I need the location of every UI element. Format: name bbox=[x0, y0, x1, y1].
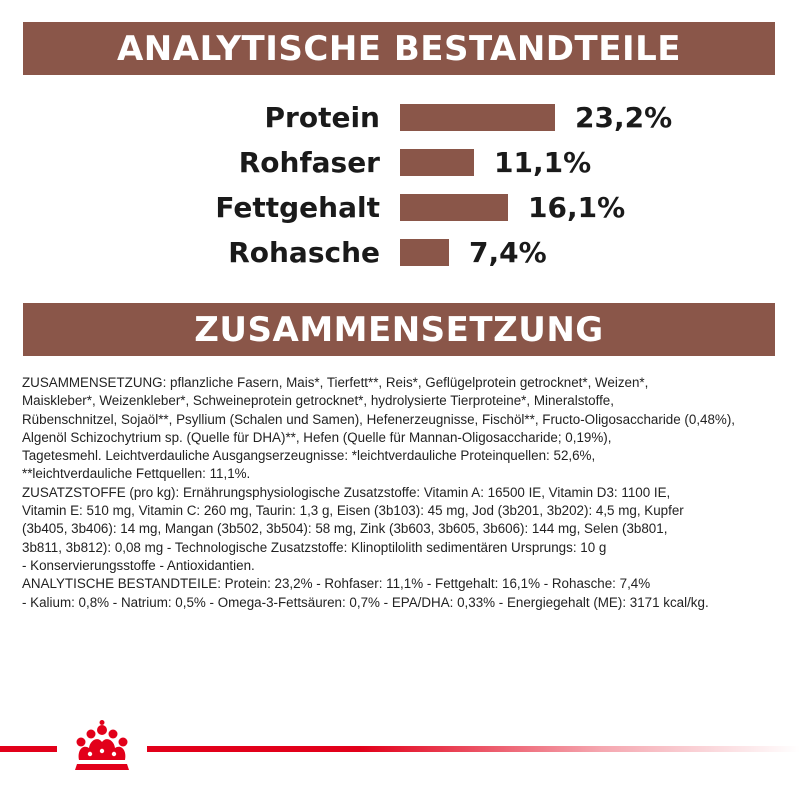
composition-line: ZUSAMMENSETZUNG: pflanzliche Fasern, Mais*, Tierfett**, Reis*, Geflügelprotein getrocknet*, Weizen*, bbox=[22, 375, 649, 390]
nutrient-label: Protein bbox=[264, 101, 380, 134]
nutrient-label: Rohfaser bbox=[238, 146, 380, 179]
nutrient-value: 11,1% bbox=[494, 146, 592, 179]
composition-line: (3b405, 3b406): 14 mg, Mangan (3b502, 3b504): 58 mg, Zink (3b603, 3b605, 3b606): 144 mg, Selen (3b801, bbox=[22, 521, 668, 537]
analytical-constituents-heading: ANALYTISCHE BESTANDTEILE bbox=[23, 22, 775, 75]
nutrient-label: Rohasche bbox=[228, 236, 380, 269]
nutrient-row bbox=[0, 188, 800, 228]
composition-line: Maiskleber*, Weizenkleber*, Schweineprotein getrocknet*, hydrolysierte Tierproteine*, Mineralstoffe, bbox=[22, 393, 614, 409]
nutrient-value: 16,1% bbox=[528, 191, 626, 224]
composition-line: Vitamin E: 510 mg, Vitamin C: 260 mg, Taurin: 1,3 g, Eisen (3b103): 45 mg, Jod (3b201, 3b202): 4,5 mg, Kupfer bbox=[22, 503, 684, 519]
composition-line: ZUSATZSTOFFE (pro kg): Ernährungsphysiologische Zusatzstoffe: Vitamin A: 16500 IE, Vitamin D3: 1100 IE, bbox=[22, 484, 671, 500]
composition-line: Tagetesmehl. Leichtverdauliche Ausgangserzeugnisse: *leichtverdauliche Proteinquellen: 52,6%, bbox=[22, 448, 596, 464]
nutrient-value: 23,2% bbox=[575, 101, 673, 134]
composition-line: Algenöl Schizochytrium sp. (Quelle für DHA)**, Hefen (Quelle für Mannan-Oligosaccharide; 0,19%), bbox=[22, 429, 612, 445]
nutrient-bar bbox=[400, 194, 508, 221]
composition-line: ANALYTISCHE BESTANDTEILE: Protein: 23,2% - Rohfaser: 11,1% - Fettgehalt: 16,1% - Rohasche: 7,4% bbox=[22, 576, 651, 592]
nutrient-label: Fettgehalt bbox=[215, 191, 380, 224]
nutrient-bar bbox=[400, 104, 555, 131]
nutrient-bar bbox=[400, 149, 474, 176]
nutrient-row bbox=[0, 233, 800, 273]
royal-canin-crown-icon bbox=[57, 720, 147, 778]
nutrient-row bbox=[0, 143, 800, 183]
nutrient-row bbox=[0, 98, 800, 138]
composition-line: **leichtverdauliche Fettquellen: 11,1%. bbox=[22, 466, 251, 482]
composition-line: - Konservierungsstoffe - Antioxidantien. bbox=[22, 557, 255, 573]
composition-line: - Kalium: 0,8% - Natrium: 0,5% - Omega-3-Fettsäuren: 0,7% - EPA/DHA: 0,33% - Energiegehalt (ME): 3171 kcal/kg. bbox=[22, 594, 709, 610]
composition-line: 3b811, 3b812): 0,08 mg - Technologische Zusatzstoffe: Klinoptilolith sedimentären Ursprungs: 10 g bbox=[22, 539, 607, 555]
nutrient-value: 7,4% bbox=[469, 236, 547, 269]
composition-heading: ZUSAMMENSETZUNG bbox=[23, 303, 775, 356]
composition-line: Rübenschnitzel, Sojaöl**, Psyllium (Schalen und Samen), Hefenerzeugnisse, Fischöl**, Fructo-Oligosaccharide (0,48%), bbox=[22, 411, 736, 427]
nutrient-bar bbox=[400, 239, 449, 266]
composition-text bbox=[22, 374, 782, 612]
